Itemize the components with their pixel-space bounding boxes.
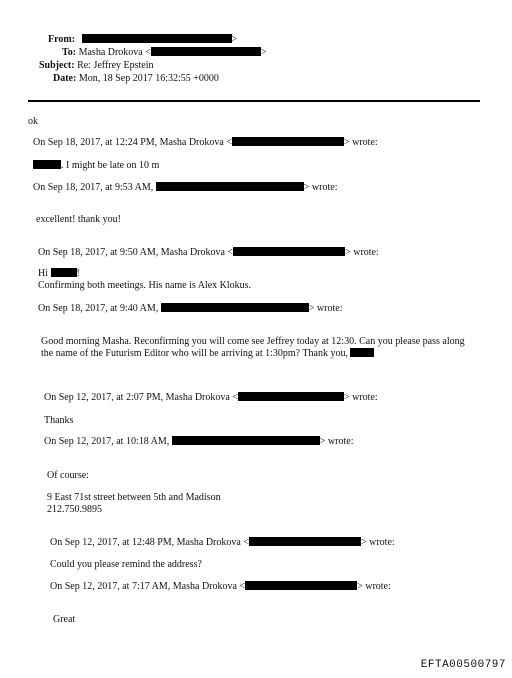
quote-header-text: On Sep 12, 2017, at 12:48 PM, Masha Drokova < (50, 537, 249, 548)
quote-text-7: Could you please remind the address? (50, 559, 202, 570)
redaction-box (238, 392, 344, 401)
quote-header-suffix: > wrote: (343, 392, 378, 403)
to-name: Masha Drokova < (78, 47, 151, 58)
quote-text-3: Confirming both meetings. His name is Alex Klokus. (38, 280, 252, 291)
quote-header-suffix: > wrote: (308, 303, 343, 314)
document-id: EFTA00500797 (420, 658, 506, 671)
to-line (62, 47, 267, 59)
quote-header-text: On Sep 12, 2017, at 10:18 AM, (44, 436, 170, 447)
redaction-box (51, 268, 77, 277)
redaction-box (350, 348, 374, 357)
from-line (48, 34, 237, 46)
from-label: From: (48, 34, 76, 45)
redaction-box (232, 137, 344, 146)
quote-header-text: On Sep 12, 2017, at 2:07 PM, Masha Drokova < (44, 392, 238, 403)
quote-header-text: On Sep 18, 2017, at 12:24 PM, Masha Drokova < (33, 137, 232, 148)
redaction-box (82, 34, 232, 43)
greeting-text: Hi (38, 268, 48, 279)
quote-header-suffix: > wrote: (343, 137, 378, 148)
redaction-box (156, 182, 304, 191)
quote-text-2: excellent! thank you! (36, 214, 121, 225)
quote-header-suffix: > wrote: (360, 537, 395, 548)
greeting-suffix: ! (76, 268, 80, 279)
subject-label: Subject: (39, 60, 75, 71)
address-line-2: 212.750.9895 (47, 504, 102, 515)
date-label: Date: (53, 73, 77, 84)
quote-header-text: On Sep 12, 2017, at 7:17 AM, Masha Drokova < (50, 581, 246, 592)
quote-header-suffix: > wrote: (345, 247, 379, 258)
date-line (53, 73, 219, 85)
quote-body: the name of the Futurism Editor who will be arriving at 1:30pm? Thank you, (41, 348, 348, 359)
quote-header-2 (33, 182, 337, 194)
quote-header-1 (33, 137, 378, 149)
from-suffix: > (231, 34, 238, 45)
quote-body: . I might be late on 10 m (61, 160, 160, 171)
quote-header-8 (50, 581, 391, 593)
quote-greeting-3 (38, 268, 80, 280)
redaction-box (161, 303, 309, 312)
quote-header-text: On Sep 18, 2017, at 9:40 AM, (38, 303, 159, 314)
quote-text-6: Of course: (47, 470, 89, 481)
quote-text-4-line-1: Good morning Masha. Reconfirming you will come see Jeffrey today at 12:30. Can you please pass along (41, 336, 465, 347)
quote-text-1 (33, 160, 159, 172)
quote-header-text: On Sep 18, 2017, at 9:53 AM, (33, 182, 154, 193)
quote-header-4 (38, 303, 342, 315)
redaction-box (249, 537, 361, 546)
redaction-box (245, 581, 357, 590)
to-label: To: (62, 47, 77, 58)
redaction-box (172, 436, 320, 445)
quote-header-suffix: > wrote: (319, 436, 354, 447)
quote-header-suffix: > wrote: (303, 182, 338, 193)
quote-text-8: Great (53, 614, 76, 625)
quote-header-6 (44, 436, 353, 448)
redaction-box (233, 247, 345, 256)
reply-text: ok (28, 116, 38, 127)
to-suffix: > (260, 47, 267, 58)
date-text: Mon, 18 Sep 2017 16:32:55 +0000 (78, 73, 219, 84)
quote-header-7 (50, 537, 395, 549)
subject-line (39, 60, 154, 72)
quote-header-suffix: > wrote: (357, 581, 391, 592)
quote-header-3 (38, 247, 379, 259)
quote-header-5 (44, 392, 378, 404)
quote-text-4-line-2 (41, 348, 374, 360)
quote-text-5: Thanks (44, 415, 74, 426)
header-divider (28, 100, 480, 102)
redaction-box (33, 160, 61, 169)
redaction-box (151, 47, 261, 56)
address-line-1: 9 East 71st street between 5th and Madison (47, 492, 221, 503)
subject-text: Re: Jeffrey Epstein (77, 60, 154, 71)
quote-header-text: On Sep 18, 2017, at 9:50 AM, Masha Drokova < (38, 247, 234, 258)
